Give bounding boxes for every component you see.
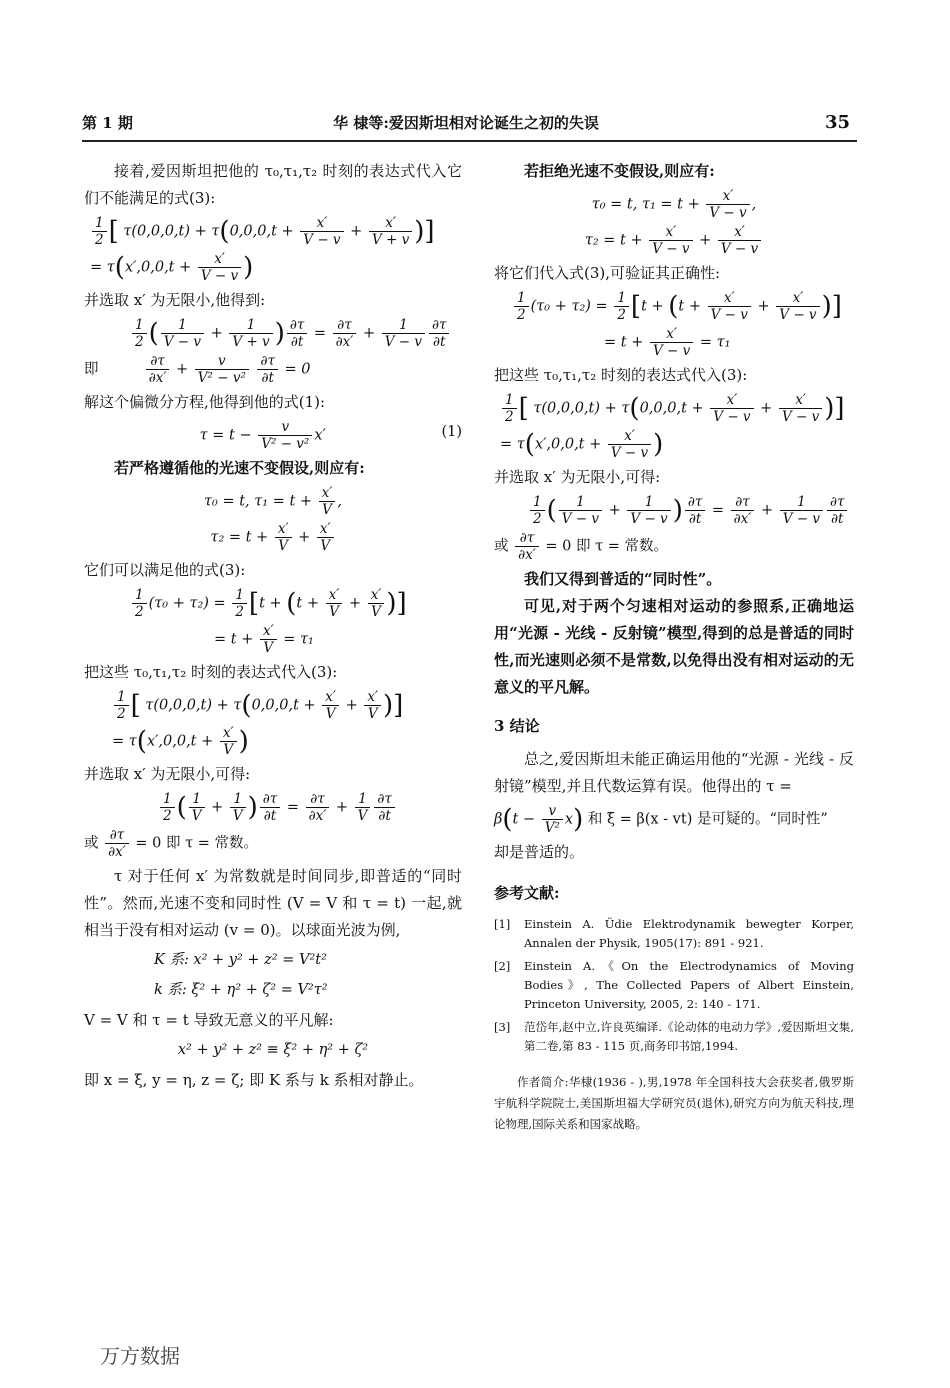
equation: = τ(x′,0,0,t + $\frac{x'}{V - v}$ ) [90, 251, 254, 284]
equation: = t + $\frac{x'}{V}$ = τ₁ [214, 623, 314, 656]
running-header [82, 112, 850, 138]
watermark: 万方数据 [100, 1344, 180, 1368]
equation: = τ(x′,0,0,t + $\frac{x'}{V}$ ) [112, 725, 249, 758]
equation: $\frac{1}{2}$ ( $\frac{1}{V - v}$ + $\frac{1}{V + v}$ ) $\frac{\partial\tau}{\partial t}$ = $\frac{\partial\tau}{\partial x'}$ + $\frac{1}{V - v}$ $\frac{\partial\tau}{\partial t}$ [84, 317, 462, 350]
author-bio: 作者简介:华棣(1936 - ),男,1978 年全国科技大会获奖者,俄罗斯宇航科学院院士,美国斯坦福大学研究员(退休),研究方向为航天科技,理论物理,国际关系和国家战略。 [494, 1075, 854, 1131]
equation: $\frac{1}{2}$ [ τ(0,0,0,t) + τ(0,0,0,t + $\frac{x'}{V - v}$ + $\frac{x'}{V - v}$ )] [494, 392, 854, 425]
equation: τ₂ = t + $\frac{x'}{V}$ + $\frac{x'}{V}$ [84, 521, 462, 554]
paragraph: 把这些 τ₀,τ₁,τ₂ 时刻的表达式代入(3): [494, 366, 748, 384]
equation: 或 $\frac{\partial\tau}{\partial x'}$ = 0 即 τ = 常数。 [84, 827, 258, 860]
equation: = t + $\frac{x'}{V - v}$ = τ₁ [604, 326, 731, 359]
equation: x² + y² + z² ≡ ξ² + η² + ζ² [177, 1042, 369, 1058]
left-column [84, 158, 462, 1094]
equation: $\frac{1}{2}$ ( $\frac{1}{V}$ + $\frac{1}{V}$ ) $\frac{\partial\tau}{\partial t}$ = $\frac{\partial\tau}{\partial x'}$ + $\frac{1}{V}$ $\frac{\partial\tau}{\partial t}$ [84, 791, 462, 824]
running-title: 华 棣等:爱因斯坦相对论诞生之初的失误 [333, 114, 599, 132]
reference-item: [3] 范岱年,赵中立,许良英编译.《论动体的电动力学》,爱因斯坦文集,第二卷,第 83 - 115 页,商务印书馆,1994. [494, 1020, 854, 1053]
page-number: 35 [824, 112, 850, 133]
paragraph: 却是普适的。 [494, 843, 585, 861]
references-title: 参考文献: [494, 884, 560, 902]
equation: β(t − $\frac{v}{\text{V²}}$ x) 和 ξ = β(x - vt) 是可疑的。“同时性” [494, 803, 828, 836]
header-rule [82, 140, 857, 142]
paragraph: τ 对于任何 x′ 为常数就是时间同步,即普适的“同时性”。然而,光速不变和同时性 (V = V 和 τ = t) 一起,就相当于没有相对运动 (v = 0)。以球面光波为例, [84, 867, 462, 939]
equation: 即 $\frac{\partial\tau}{\partial x'}$ + $\frac{v}{\text{V² − v²}}$ $\frac{\partial\tau}{\partial t}$ = 0 [84, 353, 311, 386]
equation: τ₀ = t, τ₁ = t + $\frac{x'}{V}$ , [204, 485, 342, 518]
paragraph: 我们又得到普适的“同时性”。 [524, 570, 722, 588]
paragraph: 并选取 x′ 为无限小,可得: [84, 765, 251, 783]
paragraph: V = V 和 τ = t 导致无意义的平凡解: [84, 1011, 334, 1029]
equation: 或 $\frac{\partial\tau}{\partial x'}$ = 0 即 τ = 常数。 [494, 530, 668, 563]
ji-label: 即 [84, 361, 99, 378]
paragraph: 将它们代入式(3),可验证其正确性: [494, 264, 721, 282]
equation: $\frac{1}{2}$ (τ₀ + τ₂) = $\frac{1}{2}$ [t + (t + $\frac{x'}{V - v}$ + $\frac{x'}{V - v}$ )] [494, 290, 854, 323]
paragraph: 把这些 τ₀,τ₁,τ₂ 时刻的表达式代入(3): [84, 663, 338, 681]
equation: $\frac{1}{2}$ ( $\frac{1}{V - v}$ + $\frac{1}{V - v}$ ) $\frac{\partial\tau}{\partial t}$ = $\frac{\partial\tau}{\partial x'}$ + $\frac{1}{V - v}$ $\frac{\partial\tau}{\partial t}$ [494, 494, 854, 527]
equation: τ₂ = t + $\frac{x'}{V - v}$ + $\frac{x'}{V - v}$ [494, 224, 854, 257]
paragraph: 若拒绝光速不变假设,则应有: [524, 162, 715, 180]
equation: $\frac{1}{2}$ [ τ(0,0,0,t) + τ(0,0,0,t + $\frac{x'}{V - v}$ + $\frac{x'}{V + v}$ )] [84, 215, 462, 248]
right-column [494, 158, 854, 1147]
equation: τ₀ = t, τ₁ = t + $\frac{x'}{V - v}$ , [591, 188, 757, 221]
equation: $\frac{1}{2}$ (τ₀ + τ₂) = $\frac{1}{2}$ [t + (t + $\frac{x'}{V}$ + $\frac{x'}{V}$ )] [84, 587, 462, 620]
paragraph: 解这个偏微分方程,他得到他的式(1): [84, 393, 326, 411]
issue-number: 第 1 期 [82, 114, 133, 132]
reference-item: [2] Einstein A.《On the Electrodynamics of Moving Bodies》, The Collected Papers of Albert Einstein, Princeton University, 2005, 2: 140 - 171. [494, 959, 854, 1011]
equation: k 系: ξ² + η² + ζ² = V²τ² [154, 982, 328, 998]
paragraph: 并选取 x′ 为无限小,他得到: [84, 291, 266, 309]
equation: $\frac{1}{2}$ [ τ(0,0,0,t) + τ(0,0,0,t + $\frac{x'}{V}$ + $\frac{x'}{V}$ )] [84, 689, 462, 722]
section-heading: 3 结论 [494, 717, 540, 735]
paragraph: 即 x = ξ, y = η, z = ζ; 即 K 系与 k 系相对静止。 [84, 1071, 424, 1089]
equation: K 系: x² + y² + z² = V²t² [154, 952, 327, 968]
paragraph: 可见,对于两个匀速相对运动的参照系,正确地运用“光源 - 光线 - 反射镜”模型,得到的总是普适的同时性,而光速则必须不是常数,以免得出没有相对运动的无意义的平凡解。 [494, 597, 854, 696]
paragraph: 它们可以满足他的式(3): [84, 561, 246, 579]
equation-number: (1) [441, 424, 462, 440]
reference-item: [1] Einstein A. Üdie Elektrodynamik bewegter Korper, Annalen der Physik, 1905(17): 891 - 921. [494, 917, 854, 950]
paragraph: 总之,爱因斯坦未能正确运用他的“光源 - 光线 - 反射镜”模型,并且代数运算有误。他得出的 τ = [494, 750, 854, 795]
equation-1: τ = t − $\frac{v}{\text{V² − v²}}$ x′ (1) [199, 419, 462, 452]
equation: = τ(x′,0,0,t + $\frac{x'}{V - v}$ ) [500, 428, 664, 461]
paragraph: 若严格遵循他的光速不变假设,则应有: [114, 459, 365, 477]
paragraph: 并选取 x′ 为无限小,可得: [494, 468, 661, 486]
paragraph: 接着,爱因斯坦把他的 τ₀,τ₁,τ₂ 时刻的表达式代入它们不能满足的式(3): [84, 162, 462, 207]
